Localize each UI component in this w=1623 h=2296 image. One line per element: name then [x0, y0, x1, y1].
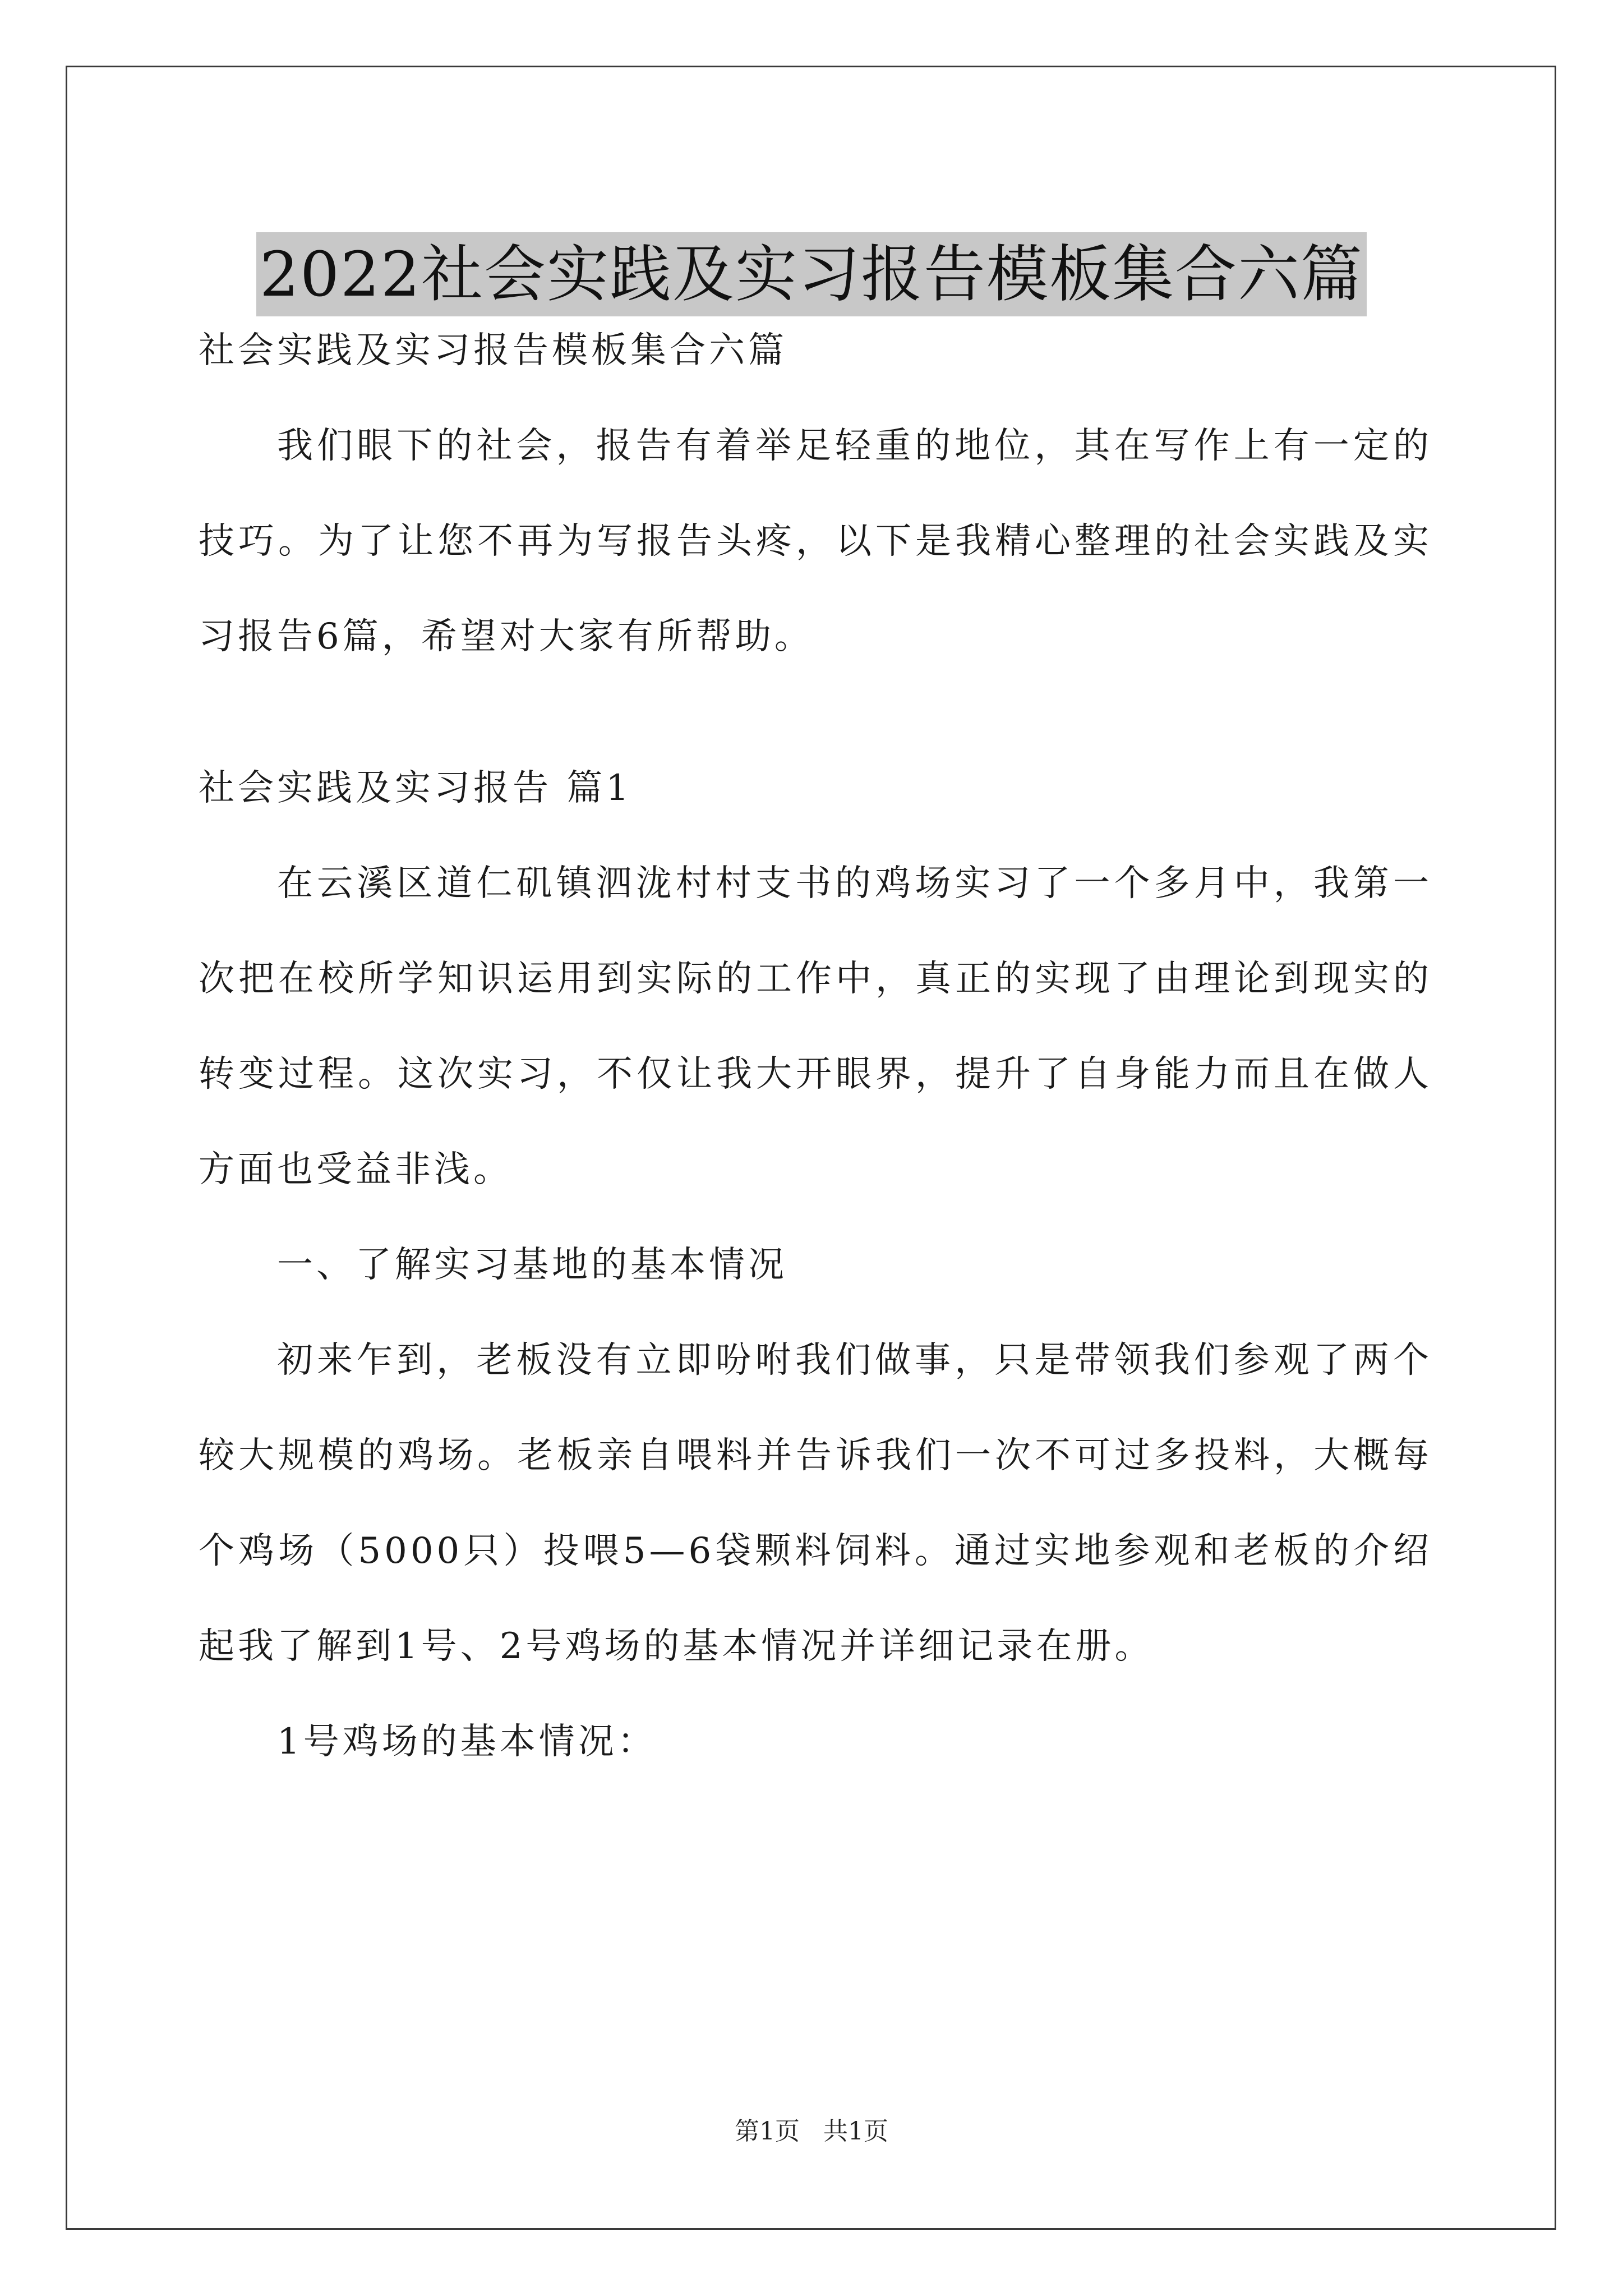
- intro-paragraph: 我们眼下的社会，报告有着举足轻重的地位，其在写作上有一定的技巧。为了让您不再为写报告头疼，以下是我精心整理的社会实践及实习报告6篇，希望对大家有所帮助。: [199, 425, 1432, 657]
- document-body: [199, 303, 1432, 1789]
- subheading: 1号鸡场的基本情况：: [277, 1721, 657, 1763]
- body-paragraph: 初来乍到，老板没有立即吩咐我们做事，只是带领我们参观了两个较大规模的鸡场。老板亲自喂料并告诉我们一次不可过多投料，大概每个鸡场（5000只）投喂5—6袋颗料饲料。通过实地参观和老板的介绍起我了解到1号、2号鸡场的基本情况并详细记录在册。: [199, 1340, 1432, 1667]
- document-title: 2022社会实践及实习报告模板集合六篇: [256, 232, 1367, 316]
- subheading: 一、了解实习基地的基本情况: [277, 1244, 787, 1286]
- spacer: [199, 684, 1432, 740]
- section-heading: 社会实践及实习报告 篇1: [199, 767, 633, 809]
- page-footer: 第1页 共1页: [735, 2117, 888, 2146]
- body-paragraph: 在云溪区道仁矶镇泗泷村村支书的鸡场实习了一个多月中，我第一次把在校所学知识运用到实际的工作中，真正的实现了由理论到现实的转变过程。这次实习，不仅让我大开眼界，提升了自身能力而且在做人方面也受益非浅。: [199, 863, 1432, 1190]
- document-subtitle: 社会实践及实习报告模板集合六篇: [199, 330, 787, 371]
